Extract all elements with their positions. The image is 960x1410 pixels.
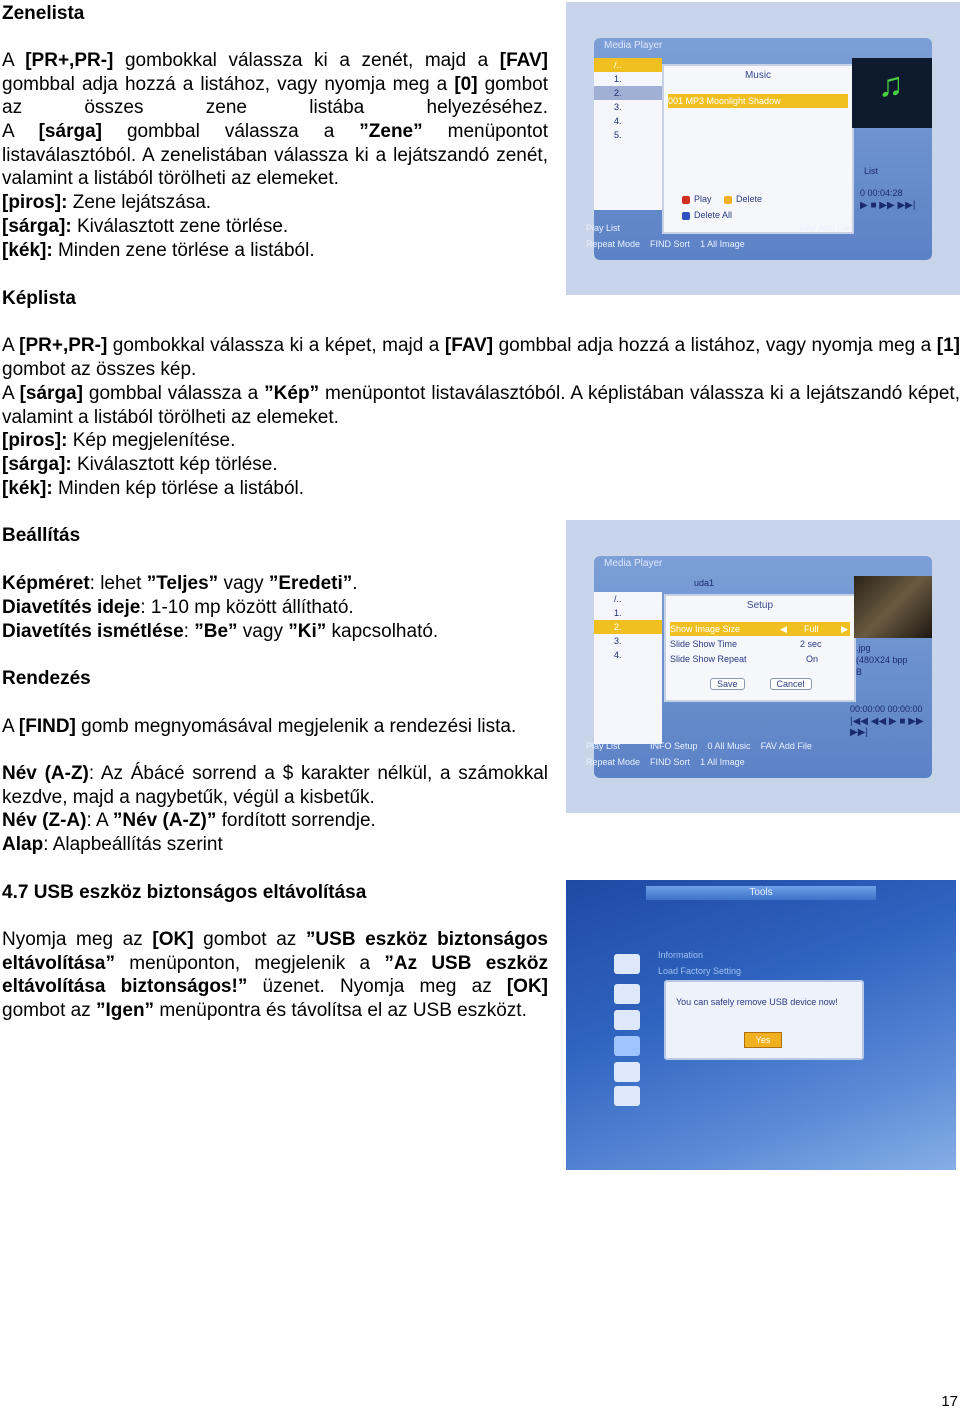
cancel-button: Cancel xyxy=(770,678,812,690)
list-item: 2. xyxy=(594,620,662,634)
red-key-icon xyxy=(682,196,690,204)
list-item: 1. xyxy=(614,608,622,618)
sort-paragraph-1: A [FIND] gomb megnyomásával megjelenik a rendezési lista. xyxy=(2,716,517,737)
setup-row-slide-repeat: Slide Show Repeat On xyxy=(670,654,819,664)
save-button: Save xyxy=(710,678,745,690)
settings-slide-time: Diavetítés ideje: 1-10 mp között állítható. xyxy=(2,597,354,618)
list-item: 3. xyxy=(614,102,622,112)
setup-dialog-title: Setup xyxy=(746,600,774,611)
pictures-paragraph-2: A [sárga] gombbal válassza a ”Kép” menüpontot listaválasztóból. A képlistában válassza ki a lejátszandó képet, valamint a listából törölheti az elemeket. xyxy=(2,383,960,428)
usb-heading: 4.7 USB eszköz biztonságos eltávolítása xyxy=(2,882,367,903)
pictures-yellow-key: [sárga]: Kiválasztott kép törlése. xyxy=(2,454,278,475)
music-list-screenshot xyxy=(566,2,960,295)
page-number: 17 xyxy=(941,1393,958,1410)
music-paragraph-2: A [sárga] gombbal válassza a ”Zene” menüpontot listaválasztóból. A zenelistában válassza ki a lejátszandó zenét, valamint a listából törölheti az elemeket. xyxy=(2,121,548,190)
settings-slide-repeat: Diavetítés ismétlése: ”Be” vagy ”Ki” kapcsolható. xyxy=(2,621,439,642)
setup-row-image-size: Show Image Size ◀ Full ▶ xyxy=(670,624,848,634)
setup-buttons xyxy=(710,678,812,690)
file-list xyxy=(594,58,662,210)
tools-screenshot xyxy=(566,880,956,1170)
list-item: /.. xyxy=(594,58,662,72)
sort-default: Alap: Alapbeállítás szerint xyxy=(2,834,223,855)
sort-name-az: Név (A-Z): Az Ábácé sorrend a $ karakter nélkül, a számokkal kezdve, majd a nagybetűk, végül a kisbetűk. xyxy=(2,763,548,808)
gear-icon xyxy=(614,1010,640,1030)
tools-item-information: Information xyxy=(658,950,704,960)
usb-paragraph: Nyomja meg az [OK] gombot az ”USB eszköz biztonságos eltávolítása” menüponton, megjelenik a ”Az USB eszköz eltávolítása biztonságos!” üzenet. Nyomja meg az [OK] gombot az ”Igen” menüpontra és távolítsa el az USB eszközt. xyxy=(2,929,548,1022)
media-player-title: Media Player xyxy=(604,40,663,51)
pictures-blue-key: [kék]: Minden kép törlése a listából. xyxy=(2,478,305,499)
media-icon xyxy=(614,1086,640,1106)
play-time: 00:00:00 00:00:00 xyxy=(850,704,923,714)
media-player-title: Media Player xyxy=(604,558,663,569)
setup-row-slide-time: Slide Show Time 2 sec xyxy=(670,639,822,649)
key-bar-2: Repeat Mode FIND Sort 1 All Image xyxy=(586,757,745,767)
list-item: 4. xyxy=(614,116,622,126)
pictures-red-key: [piros]: Kép megjelenítése. xyxy=(2,430,236,451)
satellite-icon xyxy=(614,984,640,1004)
music-heading: Zenelista xyxy=(2,3,85,24)
music-paragraph-1: A [PR+,PR-] gombokkal válassza ki a zenét, majd a [FAV] gombbal adja hozzá a listához, vagy nyomja meg a [0] gombot az összes zene listába helyezéséhez. xyxy=(2,50,548,119)
sort-heading: Rendezés xyxy=(2,668,91,689)
tools-icon xyxy=(614,1062,640,1082)
key-bar-1: Play List INFO Setup 0 All Music FAV Add File xyxy=(586,741,812,751)
pictures-paragraph-1: A [PR+,PR-] gombokkal válassza ki a képet, majd a [FAV] gombbal adja hozzá a listához, vagy nyomja meg a [1] gombot az összes kép. xyxy=(2,335,960,380)
music-dialog-keys-2: Delete All xyxy=(682,210,732,220)
music-preview xyxy=(852,58,932,128)
setup-dialog xyxy=(664,594,856,702)
list-item: 3. xyxy=(614,636,622,646)
tools-item-factory: Load Factory Setting xyxy=(658,966,742,976)
music-yellow-key: [sárga]: Kiválasztott zene törlése. xyxy=(2,216,289,237)
pictures-heading: Képlista xyxy=(2,288,76,309)
key-bar-1: Play List FAV Add File xyxy=(586,223,852,233)
image-info: .jpg (480X24 bpp B xyxy=(856,643,908,677)
key-bar-2: Repeat Mode FIND Sort 1 All Image xyxy=(586,239,745,249)
sort-name-za: Név (Z-A): A ”Név (A-Z)” fordított sorrendje. xyxy=(2,810,376,831)
list-label: List xyxy=(864,166,879,176)
music-blue-key: [kék]: Minden zene törlése a listából. xyxy=(2,240,315,261)
music-note-icon: ♫ xyxy=(878,66,904,104)
setup-screenshot xyxy=(566,520,960,813)
list-item: 5. xyxy=(614,130,622,140)
settings-heading: Beállítás xyxy=(2,525,81,546)
music-row-selected: 001 MP3 Moonlight Shadow xyxy=(668,94,848,108)
folder-name: uda1 xyxy=(694,578,715,588)
settings-image-size: Képméret: lehet ”Teljes” vagy ”Eredeti”. xyxy=(2,573,358,594)
tv-icon xyxy=(614,954,640,974)
list-item: 1. xyxy=(614,74,622,84)
list-item: /.. xyxy=(614,594,622,604)
music-red-key: [piros]: Zene lejátszása. xyxy=(2,192,212,213)
usb-icon xyxy=(614,1036,640,1056)
usb-remove-message: You can safely remove USB device now! xyxy=(676,997,838,1007)
music-dialog xyxy=(662,64,854,234)
list-item: 4. xyxy=(614,650,622,660)
transport-icons: ▶ ■ ▶▶ ▶▶| xyxy=(860,200,916,211)
list-item: 2. xyxy=(594,86,662,100)
image-preview xyxy=(854,576,932,638)
transport-icons: |◀◀ ◀◀ ▶ ■ ▶▶ ▶▶| xyxy=(850,716,924,738)
yellow-key-icon xyxy=(724,196,732,204)
music-dialog-keys: Play Delete xyxy=(682,194,762,204)
blue-key-icon xyxy=(682,212,690,220)
music-dialog-title: Music xyxy=(744,70,772,81)
play-time: 0 00:04:28 xyxy=(860,188,903,198)
tools-title: Tools xyxy=(646,886,876,900)
yes-button: Yes xyxy=(744,1032,782,1048)
usb-remove-dialog xyxy=(664,980,864,1060)
file-list xyxy=(594,592,662,744)
